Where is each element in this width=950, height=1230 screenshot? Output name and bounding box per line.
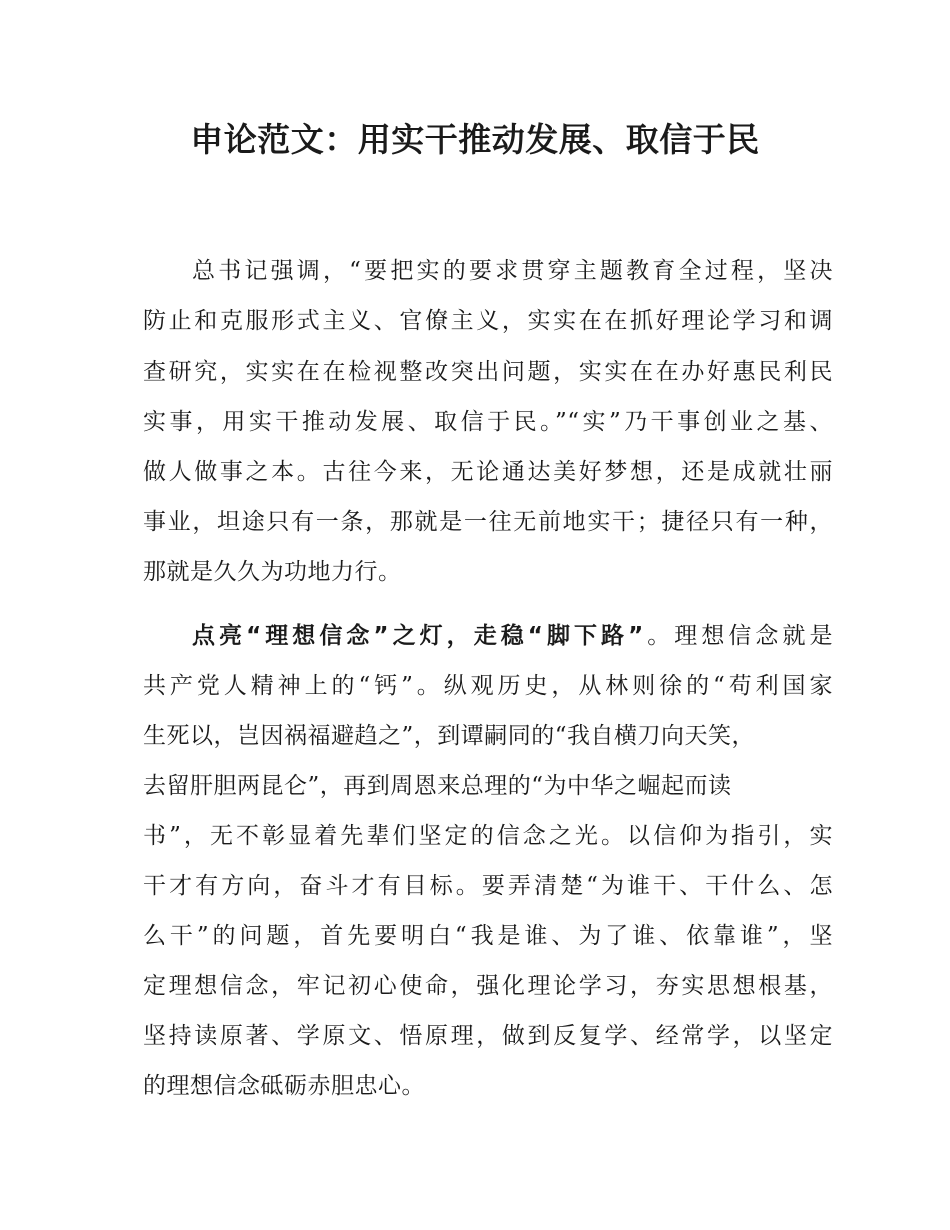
paragraph-line: 么干”的问题，首先要明白“我是谁、为了谁、依靠谁”，坚 <box>143 923 833 949</box>
paragraph-line: 总书记强调，“要把实的要求贯穿主题教育全过程，坚决 <box>192 258 833 284</box>
paragraph-line: 查研究，实实在在检视整改突出问题，实实在在办好惠民利民 <box>143 359 833 385</box>
paragraph-line-rest: 。理想信念就是 <box>643 623 834 649</box>
paragraph-line: 防止和克服形式主义、官僚主义，实实在在抓好理论学习和调 <box>143 308 833 334</box>
paragraph-line: 的理想信念砥砺赤胆忠心。 <box>143 1073 425 1099</box>
paragraph-line: 实事，用实干推动发展、取信于民。”“实”乃干事创业之基、 <box>143 409 833 435</box>
paragraph-line: 事业，坦途只有一条，那就是一往无前地实干；捷径只有一种， <box>143 509 833 535</box>
paragraph-line: 书”，无不彰显着先辈们坚定的信念之光。以信仰为指引，实 <box>143 823 833 849</box>
paragraph-line: 那就是久久为功地力行。 <box>143 559 402 585</box>
paragraph-line: 定理想信念，牢记初心使命，强化理论学习，夯实思想根基， <box>143 973 833 999</box>
paragraph-line: 做人做事之本。古往今来，无论通达美好梦想，还是成就壮丽 <box>143 459 833 485</box>
paragraph-line: 坚持读原著、学原文、悟原理，做到反复学、经常学，以坚定 <box>143 1023 833 1049</box>
section-heading: 点亮“理想信念”之灯，走稳“脚下路” <box>192 623 644 649</box>
document-title: 申论范文：用实干推动发展、取信于民 <box>190 120 760 159</box>
paragraph-line: 去留肝胆两昆仑”，再到周恩来总理的“为中华之崛起而读 <box>143 773 732 799</box>
paragraph-line: 干才有方向，奋斗才有目标。要弄清楚“为谁干、干什么、怎 <box>143 873 833 899</box>
paragraph-first-line <box>192 620 833 653</box>
paragraph-line: 共产党人精神上的“钙”。纵观历史，从林则徐的“苟利国家 <box>143 673 833 699</box>
paragraph-line: 生死以，岂因祸福避趋之”，到谭嗣同的“我自横刀向天笑， <box>143 723 756 749</box>
